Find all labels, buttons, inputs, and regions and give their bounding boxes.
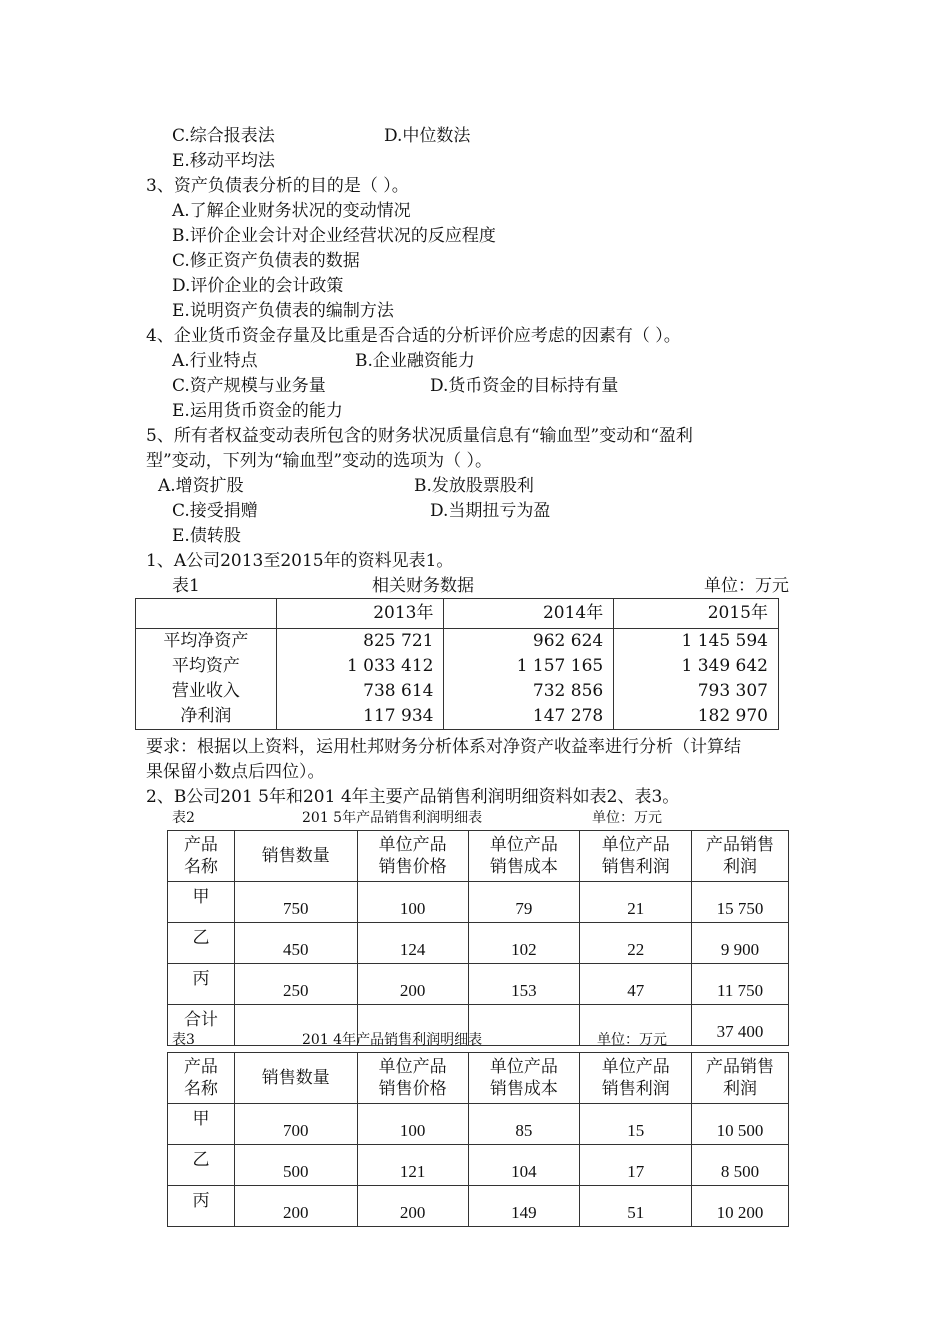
q4-option-e: E.运用货币资金的能力	[172, 401, 343, 421]
product-name: 甲	[168, 882, 235, 923]
row-label: 营业收入	[136, 679, 277, 704]
option-d-line1: D.中位数法	[384, 126, 471, 146]
cell-value: 149	[468, 1186, 580, 1227]
product-name: 甲	[168, 1104, 235, 1145]
cell-value: 100	[357, 882, 468, 923]
table-1-unit: 单位：万元	[704, 576, 789, 596]
cell-value: 153	[468, 964, 580, 1005]
cell-value: 121	[357, 1145, 468, 1186]
header-total-profit	[692, 1053, 789, 1104]
cell-value: 500	[234, 1145, 357, 1186]
product-name: 丙	[168, 1186, 235, 1227]
year-header: 2013年	[276, 599, 444, 629]
cell-value: 21	[580, 882, 692, 923]
table-3-title: 201 4年产品销售利润明细表	[302, 1032, 483, 1048]
header-product-name	[168, 1053, 235, 1104]
header-text: 销售数量	[261, 846, 330, 865]
header-text: 单位产品 销售利润	[601, 835, 670, 876]
cell-value: 117 934	[276, 704, 444, 730]
table-3-unit: 单位：万元	[597, 1032, 667, 1048]
table-row	[168, 1186, 789, 1227]
question-3: 3、资产负债表分析的目的是（ ）。	[146, 176, 409, 196]
table-1-title: 相关财务数据	[372, 576, 474, 596]
table-1	[135, 598, 779, 730]
cell-value: 17	[580, 1145, 692, 1186]
header-unit-price	[357, 1053, 468, 1104]
cell-value: 732 856	[444, 679, 614, 704]
header-quantity	[234, 1053, 357, 1104]
cell-value: 11 750	[692, 964, 789, 1005]
q4-option-d: D.货币资金的目标持有量	[430, 376, 619, 396]
cell-value: 51	[580, 1186, 692, 1227]
table-2-unit: 单位：万元	[592, 810, 662, 826]
header-text: 单位产品 销售成本	[489, 1057, 558, 1098]
header-product-name	[168, 831, 235, 882]
cell-value: 450	[234, 923, 357, 964]
cell-value: 8 500	[692, 1145, 789, 1186]
cell-value: 1 033 412	[276, 654, 444, 679]
header-unit-cost	[468, 1053, 580, 1104]
q5-option-a: A.增资扩股	[158, 476, 244, 496]
table-1-corner	[136, 599, 277, 629]
table-row	[168, 1104, 789, 1145]
header-unit-cost	[468, 831, 580, 882]
problem-2-intro: 2、B公司201 5年和201 4年主要产品销售利润明细资料如表2、表3。	[146, 787, 680, 807]
product-name: 乙	[168, 1145, 235, 1186]
table-2-title: 201 5年产品销售利润明细表	[302, 810, 483, 826]
header-text: 销售数量	[261, 1068, 330, 1087]
cell-value: 700	[234, 1104, 357, 1145]
cell-value: 124	[357, 923, 468, 964]
question-4: 4、企业货币资金存量及比重是否合适的分析评价应考虑的因素有（ ）。	[146, 326, 681, 346]
q3-option-d: D.评价企业的会计政策	[172, 276, 344, 296]
cell-value: 200	[357, 964, 468, 1005]
cell-value	[468, 1005, 580, 1046]
table-3-label: 表3	[172, 1032, 195, 1048]
cell-value: 147 278	[444, 704, 614, 730]
cell-value: 250	[234, 964, 357, 1005]
question-5-line2: 型”变动，下列为“输血型”变动的选项为（ ）。	[146, 451, 492, 471]
row-label: 平均资产	[136, 654, 277, 679]
q3-option-b: B.评价企业会计对企业经营状况的反应程度	[172, 226, 496, 246]
header-total-profit	[692, 831, 789, 882]
table-row	[168, 882, 789, 923]
cell-value: 10 500	[692, 1104, 789, 1145]
header-text: 单位产品 销售价格	[378, 835, 447, 876]
header-text: 产品销售 利润	[706, 835, 775, 876]
requirement-line1: 要求：根据以上资料，运用杜邦财务分析体系对净资产收益率进行分析（计算结	[146, 737, 741, 757]
problem-1-intro: 1、A公司2013至2015年的资料见表1。	[146, 551, 454, 571]
product-name: 丙	[168, 964, 235, 1005]
header-text: 产品销售 利润	[706, 1057, 775, 1098]
cell-value: 200	[357, 1186, 468, 1227]
cell-value: 793 307	[614, 679, 779, 704]
cell-value: 962 624	[444, 629, 614, 655]
cell-value: 1 349 642	[614, 654, 779, 679]
cell-value: 15 750	[692, 882, 789, 923]
table-row	[168, 923, 789, 964]
header-text: 产品 名称	[183, 1057, 218, 1098]
header-unit-profit	[580, 831, 692, 882]
header-text: 单位产品 销售利润	[601, 1057, 670, 1098]
cell-value: 47	[580, 964, 692, 1005]
table-row	[168, 1145, 789, 1186]
header-quantity	[234, 831, 357, 882]
table-2	[167, 830, 789, 1046]
cell-value: 104	[468, 1145, 580, 1186]
q4-option-c: C.资产规模与业务量	[172, 376, 326, 396]
header-text: 单位产品 销售价格	[378, 1057, 447, 1098]
q3-option-e: E.说明资产负债表的编制方法	[172, 301, 394, 321]
cell-value: 200	[234, 1186, 357, 1227]
table-2-label: 表2	[172, 810, 195, 826]
q3-option-a: A.了解企业财务状况的变动情况	[172, 201, 411, 221]
question-5-line1: 5、所有者权益变动表所包含的财务状况质量信息有“输血型”变动和“盈利	[146, 426, 693, 446]
table-row	[168, 964, 789, 1005]
q5-option-e: E.债转股	[172, 526, 241, 546]
cell-value: 100	[357, 1104, 468, 1145]
q4-option-b: B.企业融资能力	[355, 351, 475, 371]
option-c-line1: C.综合报表法	[172, 126, 275, 146]
year-header: 2014年	[444, 599, 614, 629]
q3-option-c: C.修正资产负债表的数据	[172, 251, 360, 271]
table-1-label: 表1	[172, 576, 200, 596]
product-name: 乙	[168, 923, 235, 964]
row-label: 平均净资产	[136, 629, 277, 655]
cell-value: 15	[580, 1104, 692, 1145]
q4-option-a: A.行业特点	[172, 351, 258, 371]
cell-value: 750	[234, 882, 357, 923]
cell-value: 10 200	[692, 1186, 789, 1227]
cell-value: 85	[468, 1104, 580, 1145]
q5-option-d: D.当期扭亏为盈	[430, 501, 551, 521]
q5-option-c: C.接受捐赠	[172, 501, 258, 521]
cell-value: 182 970	[614, 704, 779, 730]
cell-value: 825 721	[276, 629, 444, 655]
q5-option-b: B.发放股票股利	[414, 476, 534, 496]
total-label: 合计	[168, 1005, 235, 1046]
header-text: 产品 名称	[183, 835, 218, 876]
header-unit-profit	[580, 1053, 692, 1104]
header-text: 单位产品 销售成本	[489, 835, 558, 876]
cell-value: 1 157 165	[444, 654, 614, 679]
cell-value: 9 900	[692, 923, 789, 964]
cell-value: 37 400	[692, 1005, 789, 1046]
cell-value: 1 145 594	[614, 629, 779, 655]
header-unit-price	[357, 831, 468, 882]
cell-value: 22	[580, 923, 692, 964]
row-label: 净利润	[136, 704, 277, 730]
cell-value: 738 614	[276, 679, 444, 704]
cell-value: 79	[468, 882, 580, 923]
requirement-line2: 果保留小数点后四位）。	[146, 762, 325, 782]
year-header: 2015年	[614, 599, 779, 629]
cell-value: 102	[468, 923, 580, 964]
option-e-line2: E.移动平均法	[172, 151, 275, 171]
table-3	[167, 1052, 789, 1227]
